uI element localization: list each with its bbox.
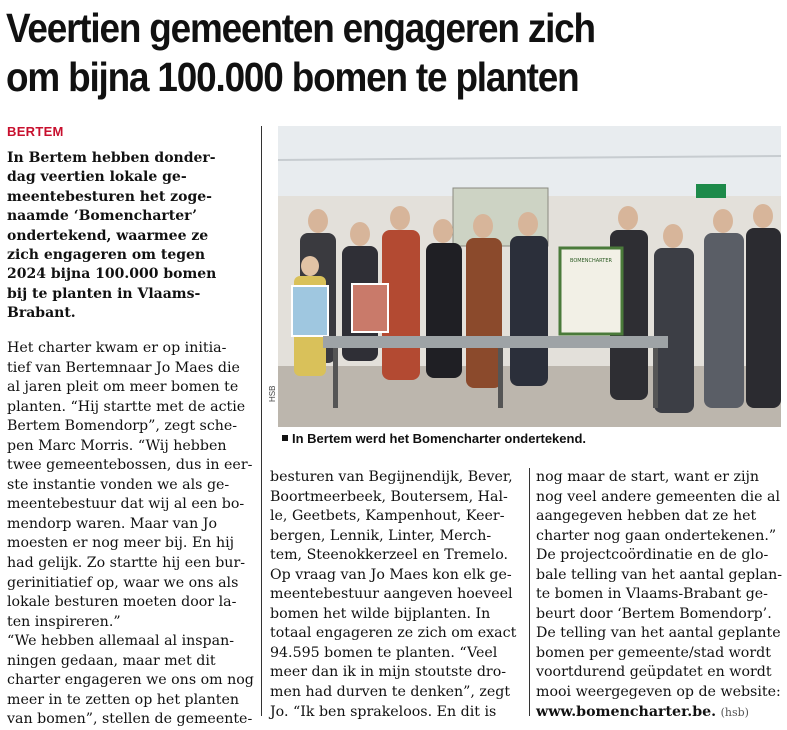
body-line: meentebestuur dat wij al een bo- [7, 496, 245, 513]
body-line: pen Marc Morris. “Wij hebben [7, 437, 227, 454]
body-line: aangegeven hebben dat ze het [536, 508, 757, 525]
body-line: meentebestuur aangeven hoeveel [270, 586, 513, 603]
body-line: De projectcoördinatie en de glo- [536, 547, 769, 564]
photo-caption-text: In Bertem werd het Bomencharter ondertekend. [292, 431, 587, 446]
body-line: De telling van het aantal geplante [536, 625, 781, 642]
body-line: al jaren pleit om meer bomen te [7, 379, 239, 396]
body-line: charter engageren we ons om nog [7, 672, 254, 689]
body-line: le, Geetbets, Kampenhout, Keer- [270, 508, 505, 525]
body-line: planten. “Hij startte met de actie [7, 398, 246, 415]
exit-sign-icon [696, 184, 726, 198]
photo-caption [282, 431, 586, 446]
body-line: nog maar de start, want er zijn [536, 469, 760, 485]
body-line: “We hebben allemaal al inspan- [7, 633, 234, 650]
body-column-1 [7, 339, 257, 730]
body-line: ten inspireren.” [7, 613, 121, 630]
caption-bullet-icon [282, 435, 288, 441]
body-line: bale telling van het aantal geplan- [536, 566, 783, 583]
lead-line: zich engageren om tegen [7, 247, 206, 264]
body-line: totaal engageren ze zich om exact [270, 625, 517, 642]
body-line: moesten er nog meer bij. En hij [7, 535, 235, 552]
lead-line: ondertekend, waarmee ze [7, 227, 209, 244]
website-url: www.bomencharter.be. [536, 703, 717, 720]
body-line: van bomen”, stellen de gemeente- [7, 711, 253, 728]
lead-line: bij te planten in Vlaams- [7, 285, 201, 302]
headline-line-1: Veertien gemeenten engageren zich [6, 5, 595, 51]
body-line: charter nog gaan ondertekenen.” [536, 527, 777, 544]
author-signature: (hsb) [720, 705, 749, 719]
column-rule [529, 468, 530, 716]
column-rule [261, 126, 262, 716]
charter-board-title: BOMENCHARTER [570, 258, 612, 264]
body-line: mooi weergegeven op de website: [536, 684, 781, 701]
body-line: ningen gedaan, maar met dit [7, 652, 216, 669]
body-line: twee gemeentebossen, dus in eer- [7, 457, 253, 474]
kicker-location: BERTEM [7, 124, 64, 139]
body-line: Bertem Bomendorp”, zegt sche- [7, 418, 238, 435]
lead-line: In Bertem hebben donder- [7, 150, 216, 166]
body-line: gerinitiatief op, waar we ons als [7, 574, 239, 591]
body-line: te bomen in Vlaams-Brabant ge- [536, 586, 768, 603]
body-line: mendorp waren. Maar van Jo [7, 515, 218, 532]
headline-line-2: om bijna 100.000 bomen te planten [6, 54, 579, 100]
body-line: Het charter kwam er op initia- [7, 340, 227, 356]
body-line: Jo. “Ik ben sprakeloos. En dit is [270, 703, 497, 720]
body-line: meer in te zetten op het planten [7, 691, 239, 708]
body-line-website [536, 703, 784, 723]
body-line: ste instantie vonden we als ge- [7, 476, 230, 493]
headline [6, 4, 704, 102]
body-column-2 [270, 468, 522, 722]
body-line: beurt door ‘Bertem Bomendorp’. [536, 605, 772, 622]
lead-line: meentebesturen het zoge- [7, 188, 212, 205]
body-line: lokale besturen moeten door la- [7, 594, 237, 611]
lead-line: Brabant. [7, 305, 76, 322]
article-photo [278, 126, 781, 427]
body-line: Op vraag van Jo Maes kon elk ge- [270, 566, 512, 583]
body-line: men had durven te denken”, zegt [270, 684, 511, 701]
body-line: Boortmeerbeek, Boutersem, Hal- [270, 488, 508, 505]
body-line: bomen per gemeente/stad wordt [536, 644, 771, 661]
body-line: meer dan ik in mijn stoutste dro- [270, 664, 507, 681]
body-line: tem, Steenokkerzeel en Tremelo. [270, 547, 509, 564]
body-line: bomen het wilde bijplanten. In [270, 605, 491, 622]
lead-paragraph [7, 149, 255, 324]
lead-line: 2024 bijna 100.000 bomen [7, 266, 217, 283]
group-photo-illustration [278, 126, 781, 427]
lead-line: dag veertien lokale ge- [7, 169, 187, 186]
body-line: had gelijk. Zo startte hij een bur- [7, 555, 246, 572]
body-line: tief van Bertemnaar Jo Maes die [7, 359, 240, 376]
lead-line: naamde ‘Bomencharter’ [7, 208, 197, 225]
body-line: voortdurend geüpdatet en wordt [536, 664, 772, 681]
photo-credit: HSB [268, 385, 277, 402]
body-line: 94.595 bomen te planten. “Veel [270, 644, 498, 661]
body-column-3 [536, 468, 784, 722]
body-line: besturen van Begijnendijk, Bever, [270, 469, 513, 485]
body-line: bergen, Lennik, Linter, Merch- [270, 527, 492, 544]
body-line: nog veel andere gemeenten die al [536, 488, 781, 505]
